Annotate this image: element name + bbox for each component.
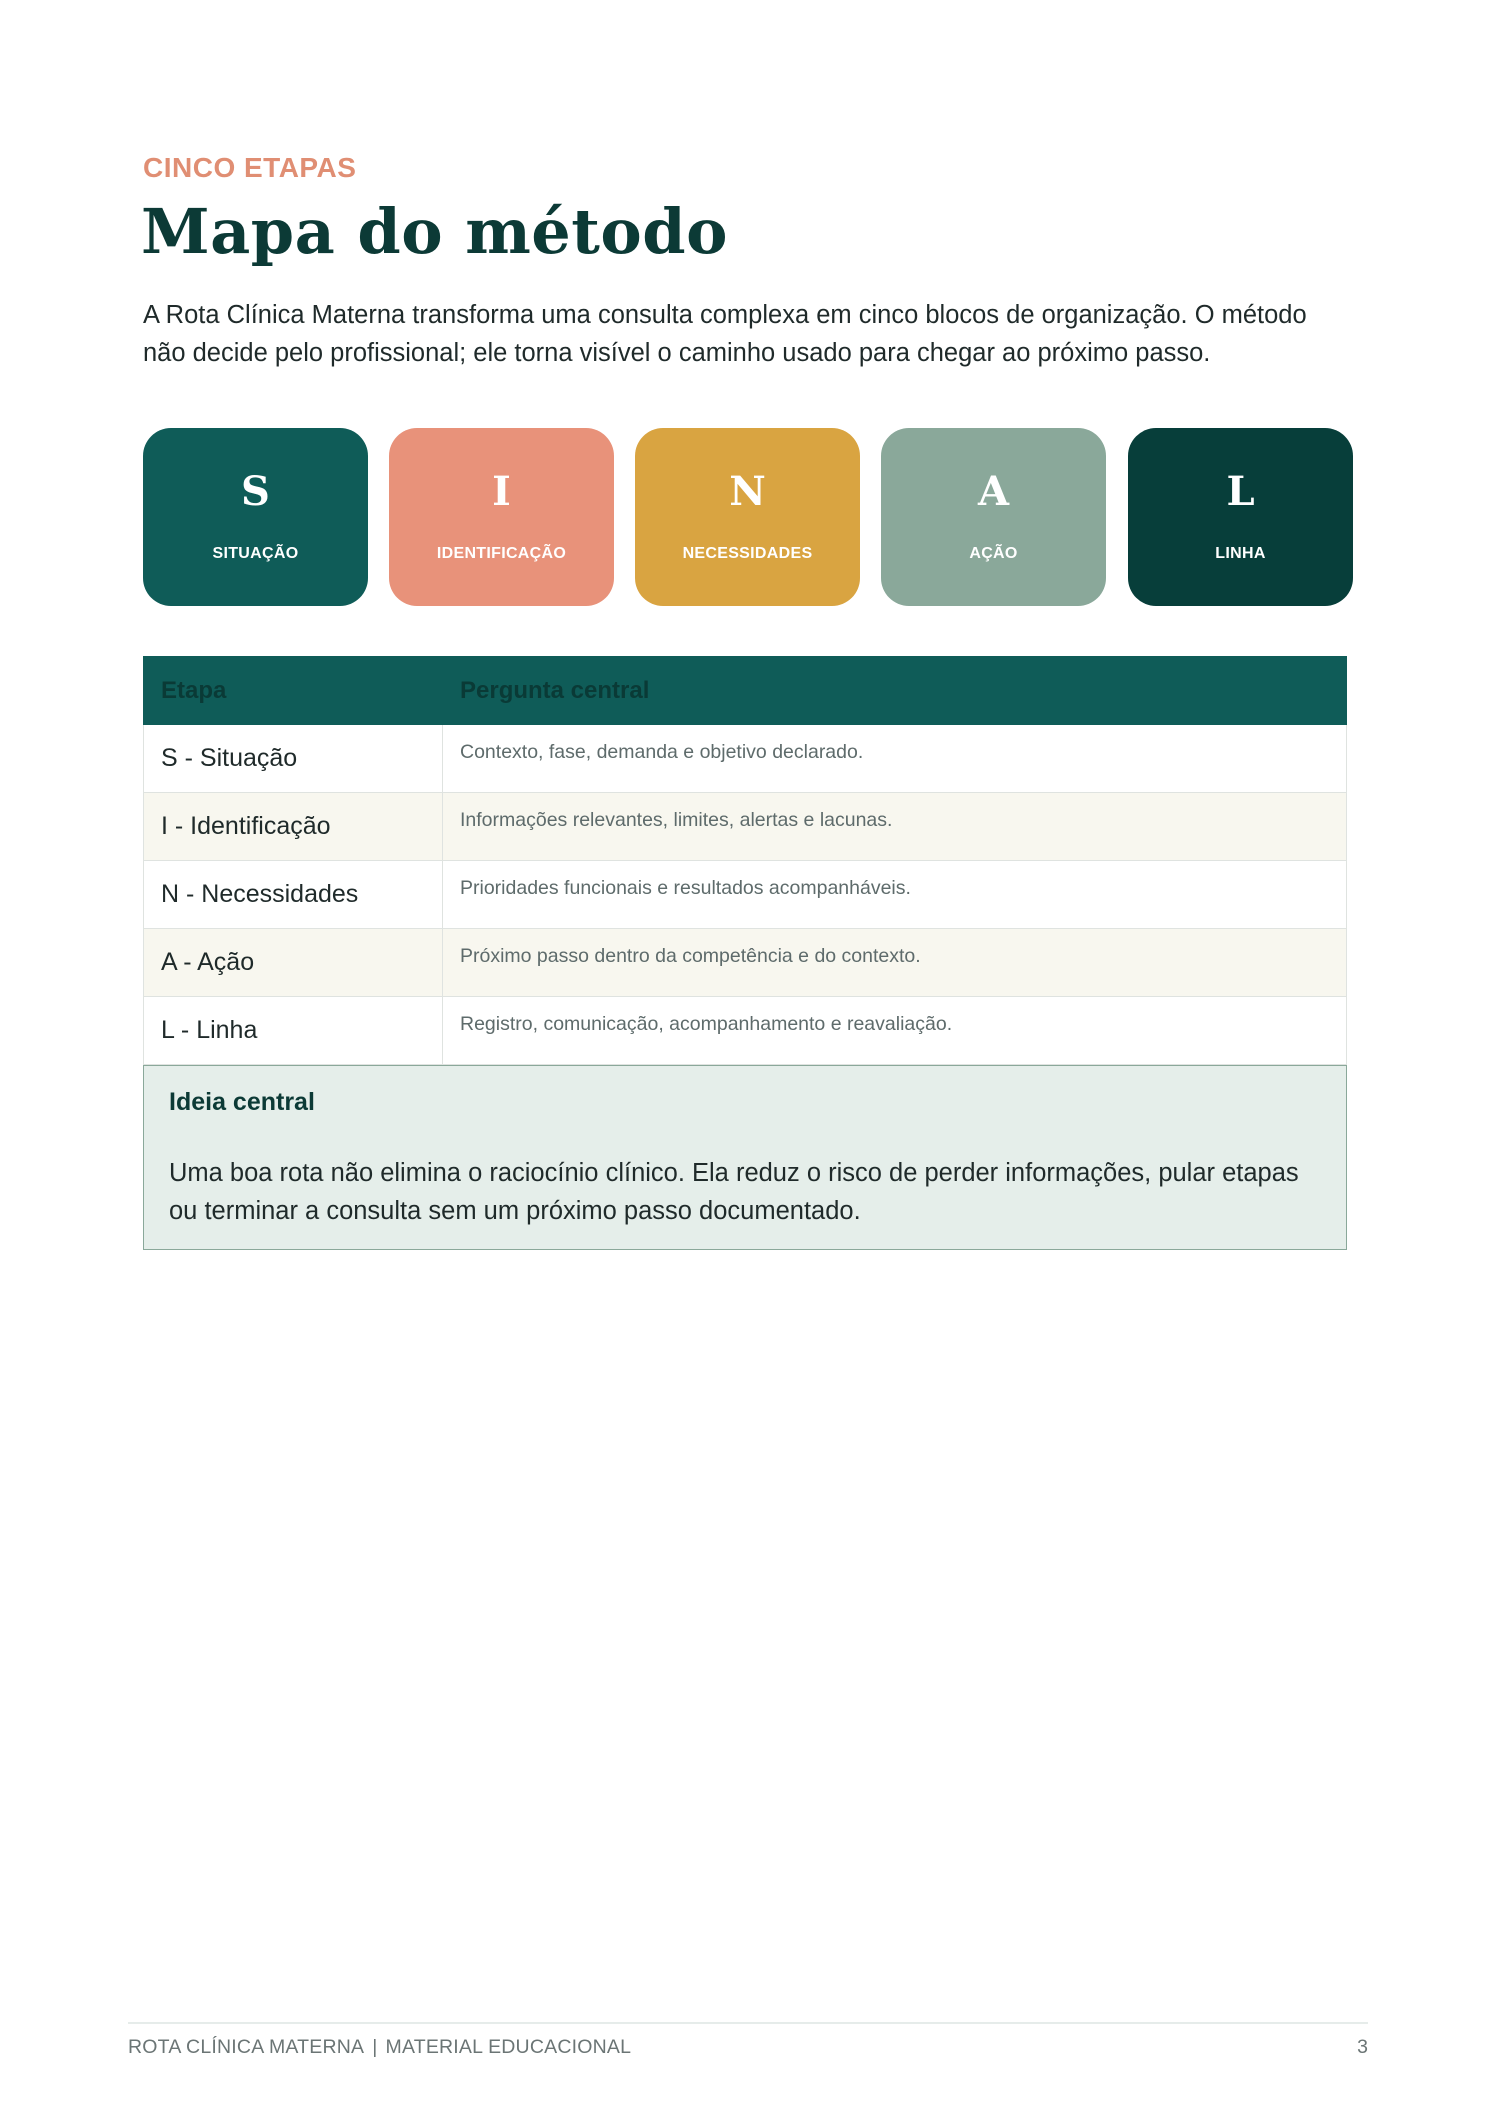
footer-running-title (128, 2036, 631, 2059)
step-word: SITUAÇÃO (212, 545, 299, 562)
question-cell: Contexto, fase, demanda e objetivo declarado. (443, 725, 1347, 793)
table-row (144, 725, 1347, 793)
callout-title: Ideia central (169, 1088, 315, 1116)
footer-separator: | (372, 2036, 378, 2058)
table-header-row (144, 657, 1347, 725)
stage-cell: L - Linha (144, 997, 443, 1065)
stage-cell: N - Necessidades (144, 861, 443, 929)
intro-paragraph: A Rota Clínica Materna transforma uma consulta complexa em cinco blocos de organização. O método não decide pelo profissional; ele torna visível o caminho usado para chegar ao próximo passo. (143, 301, 1307, 367)
question-cell: Informações relevantes, limites, alertas e lacunas. (443, 793, 1347, 861)
step-letter: S (241, 468, 270, 515)
step-letter: L (1226, 468, 1255, 515)
question-cell: Registro, comunicação, acompanhamento e reavaliação. (443, 997, 1347, 1065)
step-card-identificacao (389, 428, 614, 606)
question-cell: Prioridades funcionais e resultados acompanháveis. (443, 861, 1347, 929)
central-idea-callout (143, 1065, 1347, 1250)
step-letter: I (492, 468, 511, 515)
table-row (144, 929, 1347, 997)
step-letter: A (977, 468, 1010, 515)
footer-divider (128, 2022, 1368, 2024)
page-number: 3 (1357, 2036, 1368, 2058)
method-step-cards (143, 428, 1353, 606)
step-word: IDENTIFICAÇÃO (436, 545, 567, 562)
step-card-necessidades (635, 428, 860, 606)
footer-publication-name: ROTA CLÍNICA MATERNA (128, 2036, 365, 2058)
page-title: Mapa do método (141, 195, 728, 268)
table-row (144, 793, 1347, 861)
question-cell: Próximo passo dentro da competência e do contexto. (443, 929, 1347, 997)
stage-cell: S - Situação (144, 725, 443, 793)
step-word: AÇÃO (969, 545, 1018, 562)
stage-cell: I - Identificação (144, 793, 443, 861)
stage-cell: A - Ação (144, 929, 443, 997)
column-header-stage: Etapa (144, 657, 443, 725)
step-word: NECESSIDADES (682, 545, 813, 562)
step-card-linha (1128, 428, 1353, 606)
stage-table (143, 656, 1347, 1065)
table-row (144, 997, 1347, 1065)
step-card-acao (881, 428, 1106, 606)
step-card-situacao (143, 428, 368, 606)
callout-body: Uma boa rota não elimina o raciocínio clínico. Ela reduz o risco de perder informações, pular etapas ou terminar a consulta sem um próximo passo documentado. (169, 1159, 1299, 1225)
footer-material-type: MATERIAL EDUCACIONAL (385, 2036, 632, 2058)
column-header-question: Pergunta central (443, 657, 1347, 725)
step-letter: N (729, 468, 766, 515)
step-word: LINHA (1215, 545, 1266, 562)
section-eyebrow: CINCO ETAPAS (143, 152, 357, 183)
table-row (144, 861, 1347, 929)
